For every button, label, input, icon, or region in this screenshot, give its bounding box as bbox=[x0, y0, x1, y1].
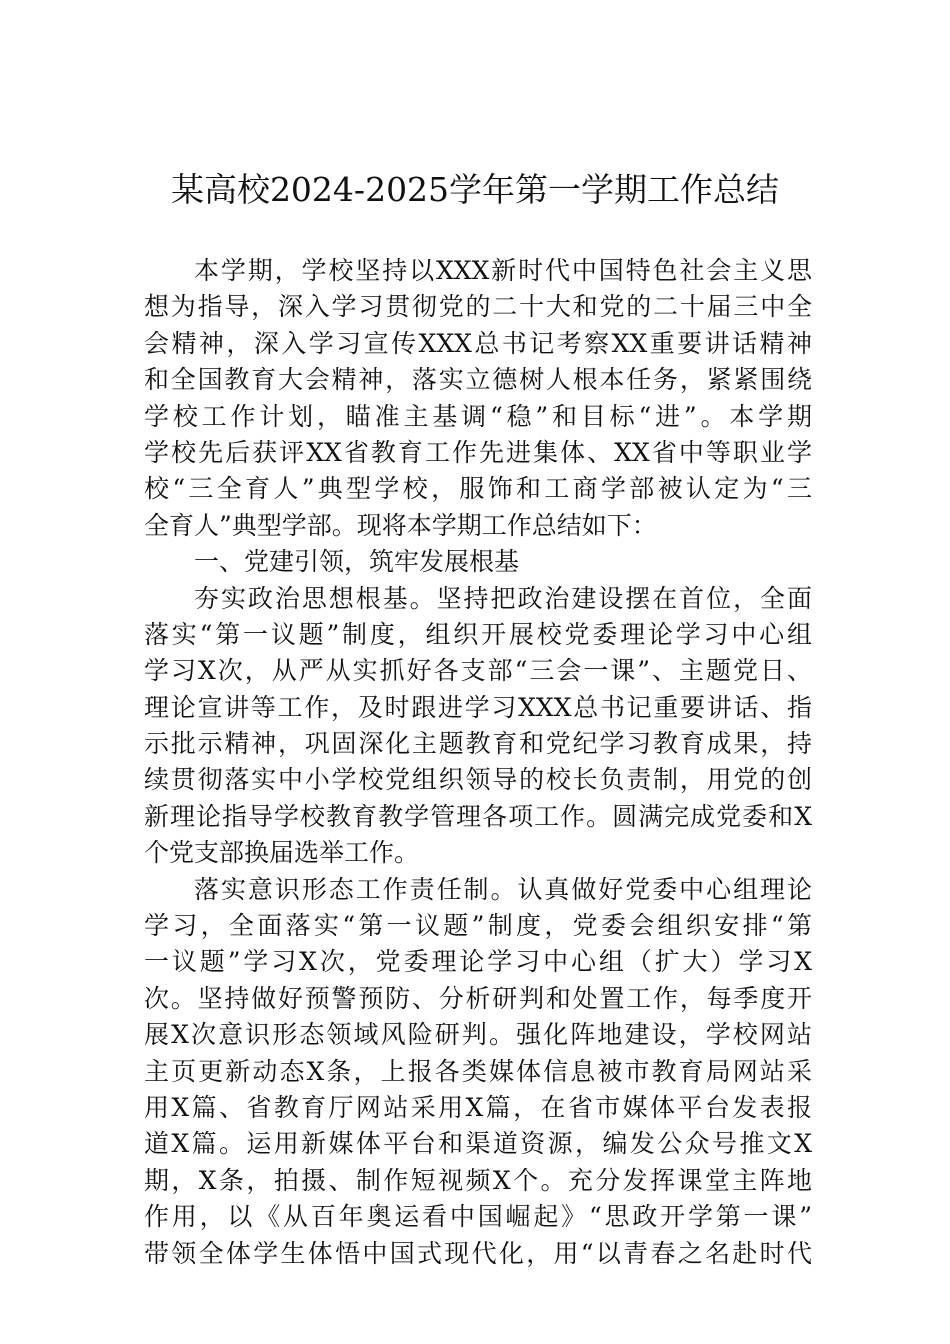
body-text-line: 学校工作计划，瞄准主基调“稳”和目标“进”。本学期 bbox=[144, 401, 812, 431]
body-text-line: 续贯彻落实中小学校党组织领导的校长负责制，用党的创 bbox=[144, 765, 812, 795]
body-text-line: 道X篇。运用新媒体平台和渠道资源，编发公众号推文X bbox=[144, 1129, 812, 1159]
body-text-line: 个党支部换届选举工作。 bbox=[144, 838, 420, 868]
body-text-line: 示批示精神，巩固深化主题教育和党纪学习教育成果，持 bbox=[144, 729, 812, 759]
body-text-line: 想为指导，深入学习贯彻党的二十大和党的二十届三中全 bbox=[144, 292, 812, 322]
body-text-line: 新理论指导学校教育教学管理各项工作。圆满完成党委和X bbox=[144, 801, 812, 831]
body-text-line: 校“三全育人”典型学校，服饰和工商学部被认定为“三 bbox=[144, 474, 812, 504]
body-text-line: 落实意识形态工作责任制。认真做好党委中心组理论 bbox=[194, 874, 812, 904]
body-text-line: 作用，以《从百年奥运看中国崛起》“思政开学第一课” bbox=[144, 1202, 812, 1232]
body-text-line: 一议题”学习X次，党委理论学习中心组（扩大）学习X bbox=[144, 947, 812, 977]
body-text-line: 和全国教育大会精神，落实立德树人根本任务，紧紧围绕 bbox=[144, 365, 812, 395]
body-text-line: 理论宣讲等工作，及时跟进学习XXX总书记重要讲话、指 bbox=[144, 692, 812, 722]
body-text-line: 学习X次，从严从实抓好各支部“三会一课”、主题党日、 bbox=[144, 656, 812, 686]
body-text-line: 用X篇、省教育厅网站采用X篇，在省市媒体平台发表报 bbox=[144, 1092, 812, 1122]
body-text-line: 学习，全面落实“第一议题”制度，党委会组织安排“第 bbox=[144, 911, 812, 941]
body-text-line: 夯实政治思想根基。坚持把政治建设摆在首位，全面 bbox=[194, 583, 812, 613]
body-text-line: 次。坚持做好预警预防、分析研判和处置工作，每季度开 bbox=[144, 983, 812, 1013]
body-text-line: 落实“第一议题”制度，组织开展校党委理论学习中心组 bbox=[144, 619, 812, 649]
body-text-line: 带领全体学生体悟中国式现代化，用“以青春之名赴时代 bbox=[144, 1238, 812, 1268]
body-text-line: 全育人”典型学部。现将本学期工作总结如下： bbox=[144, 510, 657, 540]
body-text-line: 主页更新动态X条，上报各类媒体信息被市教育局网站采 bbox=[144, 1056, 812, 1086]
body-text-line: 一、党建引领，筑牢发展根基 bbox=[194, 547, 520, 577]
document-body bbox=[144, 253, 812, 1272]
body-text-line: 会精神，深入学习宣传XXX总书记考察XX重要讲话精神 bbox=[144, 328, 812, 358]
body-text-line: 展X次意识形态领域风险研判。强化阵地建设，学校网站 bbox=[144, 1020, 812, 1050]
document-title: 某高校2024-2025学年第一学期工作总结 bbox=[170, 170, 780, 209]
body-text-line: 学校先后获评XX省教育工作先进集体、XX省中等职业学 bbox=[144, 437, 812, 467]
body-text-line: 本学期，学校坚持以XXX新时代中国特色社会主义思 bbox=[194, 256, 812, 285]
body-text-line: 期，X条，拍摄、制作短视频X个。充分发挥课堂主阵地 bbox=[144, 1165, 812, 1195]
